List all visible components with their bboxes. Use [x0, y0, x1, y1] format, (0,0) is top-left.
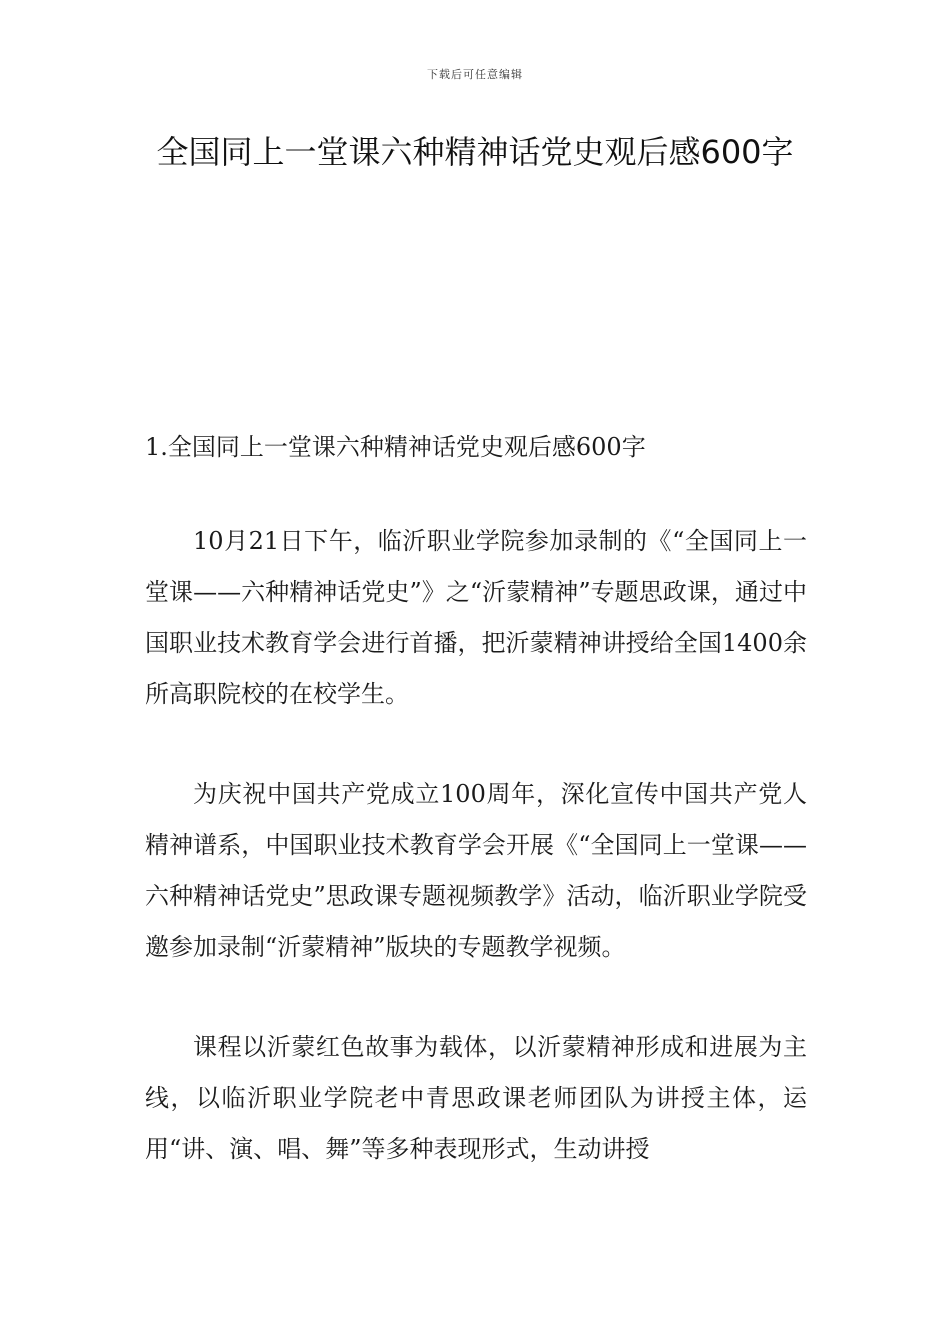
paragraph: 课程以沂蒙红色故事为载体，以沂蒙精神形成和进展为主线，以临沂职业学院老中青思政课老师团队为讲授主体，运用“讲、演、唱、舞”等多种表现形式，生动讲授	[145, 1033, 807, 1163]
paragraph: 为庆祝中国共产党成立100周年，深化宣传中国共产党人精神谱系，中国职业技术教育学会开展《“全国同上一堂课——六种精神话党史”思政课专题视频教学》活动，临沂职业学院受邀参加录制“沂蒙精神”版块的专题教学视频。	[145, 780, 807, 961]
document-title: 全国同上一堂课六种精神话党史观后感600字	[156, 133, 794, 171]
header-note: 下载后可任意编辑	[427, 68, 523, 81]
section-heading: 1.全国同上一堂课六种精神话党史观后感600字	[145, 433, 646, 461]
paragraph: 10月21日下午，临沂职业学院参加录制的《“全国同上一堂课——六种精神话党史”》之“沂蒙精神”专题思政课，通过中国职业技术教育学会进行首播，把沂蒙精神讲授给全国1400余所高职院校的在校学生。	[145, 527, 807, 708]
document-body	[145, 428, 807, 1175]
